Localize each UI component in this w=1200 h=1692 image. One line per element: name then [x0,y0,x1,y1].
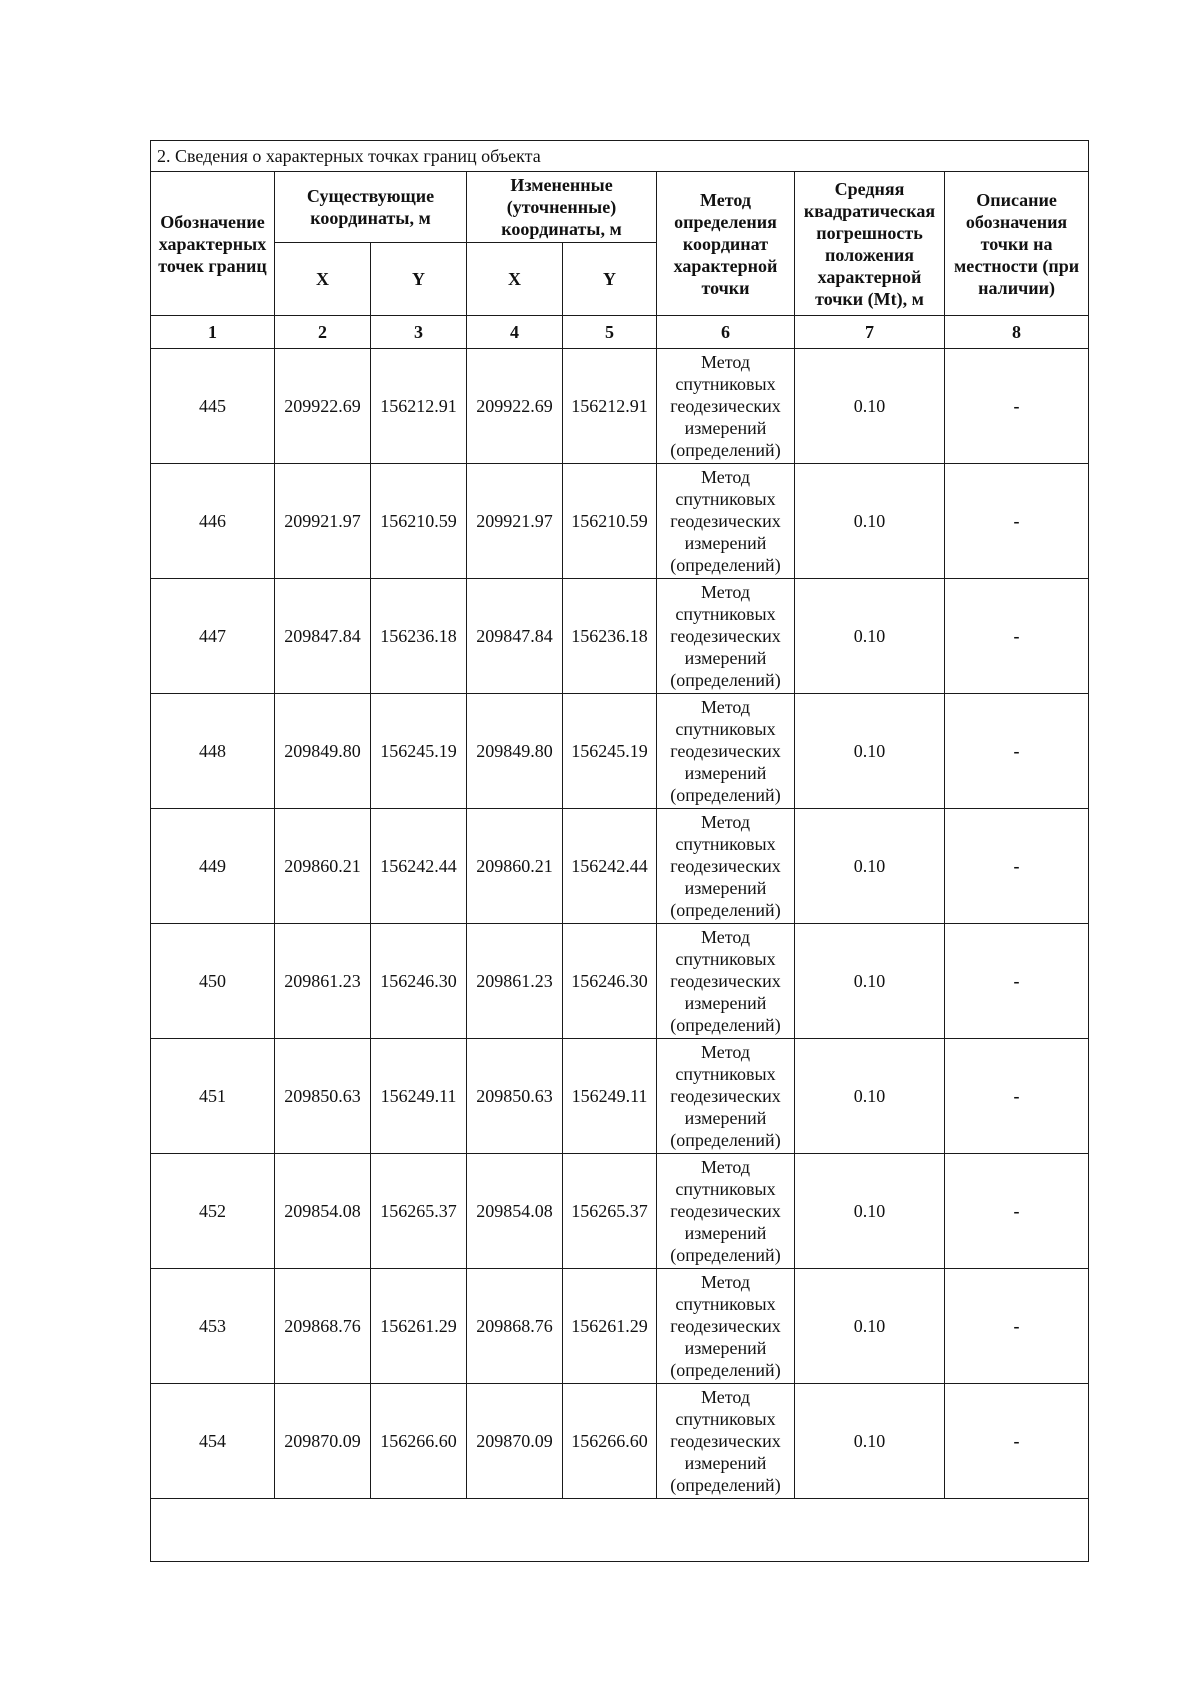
changed-y: 156249.11 [563,1039,657,1154]
table-row [151,1384,1089,1499]
column-number: 4 [467,316,563,349]
method-cell: Метод спутниковых геодезических измерений (определений) [657,1269,795,1384]
header-designation: Обозначение характерных точек границ [151,172,275,316]
header-existing-x: X [275,243,371,316]
boundary-points-table [150,140,1089,1562]
method-cell: Метод спутниковых геодезических измерений (определений) [657,1384,795,1499]
method-cell: Метод спутниковых геодезических измерений (определений) [657,579,795,694]
header-description: Описание обозначения точки на местности (при наличии) [945,172,1089,316]
existing-x: 209849.80 [275,694,371,809]
point-id: 450 [151,924,275,1039]
column-number: 7 [795,316,945,349]
header-method: Метод определения координат характерной точки [657,172,795,316]
description-cell: - [945,1154,1089,1269]
existing-x: 209850.63 [275,1039,371,1154]
changed-y: 156212.91 [563,349,657,464]
empty-footer-row [151,1499,1089,1562]
description-cell: - [945,1384,1089,1499]
table-row [151,464,1089,579]
section-title: 2. Сведения о характерных точках границ объекта [151,141,1089,172]
method-cell: Метод спутниковых геодезических измерений (определений) [657,1154,795,1269]
error-cell: 0.10 [795,349,945,464]
existing-y: 156212.91 [371,349,467,464]
existing-y: 156210.59 [371,464,467,579]
existing-x: 209922.69 [275,349,371,464]
changed-x: 209860.21 [467,809,563,924]
column-number: 6 [657,316,795,349]
changed-y: 156246.30 [563,924,657,1039]
column-number: 5 [563,316,657,349]
header-changed-coordinates: Измененные (уточненные) координаты, м [467,172,657,243]
point-id: 447 [151,579,275,694]
existing-y: 156265.37 [371,1154,467,1269]
method-cell: Метод спутниковых геодезических измерений (определений) [657,924,795,1039]
existing-x: 209921.97 [275,464,371,579]
table-row [151,694,1089,809]
existing-y: 156245.19 [371,694,467,809]
method-cell: Метод спутниковых геодезических измерений (определений) [657,694,795,809]
point-id: 449 [151,809,275,924]
point-id: 451 [151,1039,275,1154]
description-cell: - [945,1039,1089,1154]
error-cell: 0.10 [795,464,945,579]
error-cell: 0.10 [795,1154,945,1269]
error-cell: 0.10 [795,694,945,809]
table-row [151,1039,1089,1154]
description-cell: - [945,694,1089,809]
method-cell: Метод спутниковых геодезических измерений (определений) [657,349,795,464]
changed-y: 156265.37 [563,1154,657,1269]
changed-y: 156245.19 [563,694,657,809]
point-id: 446 [151,464,275,579]
table-row [151,1269,1089,1384]
point-id: 454 [151,1384,275,1499]
description-cell: - [945,464,1089,579]
header-changed-y: Y [563,243,657,316]
column-number: 2 [275,316,371,349]
description-cell: - [945,579,1089,694]
changed-x: 209922.69 [467,349,563,464]
description-cell: - [945,924,1089,1039]
empty-footer-cell [151,1499,1089,1562]
method-cell: Метод спутниковых геодезических измерений (определений) [657,464,795,579]
table-row [151,1154,1089,1269]
point-id: 452 [151,1154,275,1269]
existing-x: 209854.08 [275,1154,371,1269]
existing-x: 209868.76 [275,1269,371,1384]
description-cell: - [945,1269,1089,1384]
changed-y: 156242.44 [563,809,657,924]
changed-x: 209921.97 [467,464,563,579]
error-cell: 0.10 [795,1384,945,1499]
changed-x: 209861.23 [467,924,563,1039]
column-number: 1 [151,316,275,349]
changed-y: 156266.60 [563,1384,657,1499]
table-row [151,809,1089,924]
changed-x: 209847.84 [467,579,563,694]
document-sheet [150,140,1088,1562]
description-cell: - [945,809,1089,924]
changed-x: 209849.80 [467,694,563,809]
table-row [151,349,1089,464]
changed-x: 209854.08 [467,1154,563,1269]
header-existing-coordinates: Существующие координаты, м [275,172,467,243]
error-cell: 0.10 [795,924,945,1039]
point-id: 445 [151,349,275,464]
method-cell: Метод спутниковых геодезических измерений (определений) [657,809,795,924]
description-cell: - [945,349,1089,464]
existing-y: 156236.18 [371,579,467,694]
existing-y: 156242.44 [371,809,467,924]
existing-y: 156266.60 [371,1384,467,1499]
method-cell: Метод спутниковых геодезических измерений (определений) [657,1039,795,1154]
existing-x: 209847.84 [275,579,371,694]
changed-y: 156236.18 [563,579,657,694]
column-number: 8 [945,316,1089,349]
table-row [151,924,1089,1039]
existing-x: 209861.23 [275,924,371,1039]
existing-y: 156261.29 [371,1269,467,1384]
error-cell: 0.10 [795,579,945,694]
changed-y: 156261.29 [563,1269,657,1384]
existing-x: 209870.09 [275,1384,371,1499]
header-mean-square-error: Средняя квадратическая погрешность положения характерной точки (Mt), м [795,172,945,316]
existing-y: 156246.30 [371,924,467,1039]
error-cell: 0.10 [795,1269,945,1384]
header-changed-x: X [467,243,563,316]
point-id: 453 [151,1269,275,1384]
header-existing-y: Y [371,243,467,316]
column-number-row [151,316,1089,349]
table-row [151,579,1089,694]
existing-x: 209860.21 [275,809,371,924]
changed-x: 209868.76 [467,1269,563,1384]
changed-y: 156210.59 [563,464,657,579]
error-cell: 0.10 [795,1039,945,1154]
existing-y: 156249.11 [371,1039,467,1154]
changed-x: 209870.09 [467,1384,563,1499]
point-id: 448 [151,694,275,809]
column-number: 3 [371,316,467,349]
changed-x: 209850.63 [467,1039,563,1154]
error-cell: 0.10 [795,809,945,924]
